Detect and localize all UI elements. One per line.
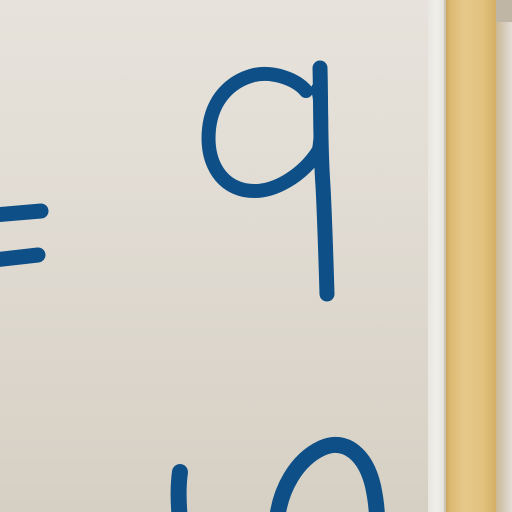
partial-digit-zero [277,445,377,512]
digit-nine-loop [209,74,322,191]
digit-nine-text [208,48,214,59]
visible-glyphs-readout [196,48,214,59]
equals-sign-text [196,48,204,59]
digit-nine-stem [320,68,327,294]
partial-digit-one [179,472,181,512]
equals-sign-top-stroke [0,211,41,215]
equals-sign-bottom-stroke [0,255,38,260]
